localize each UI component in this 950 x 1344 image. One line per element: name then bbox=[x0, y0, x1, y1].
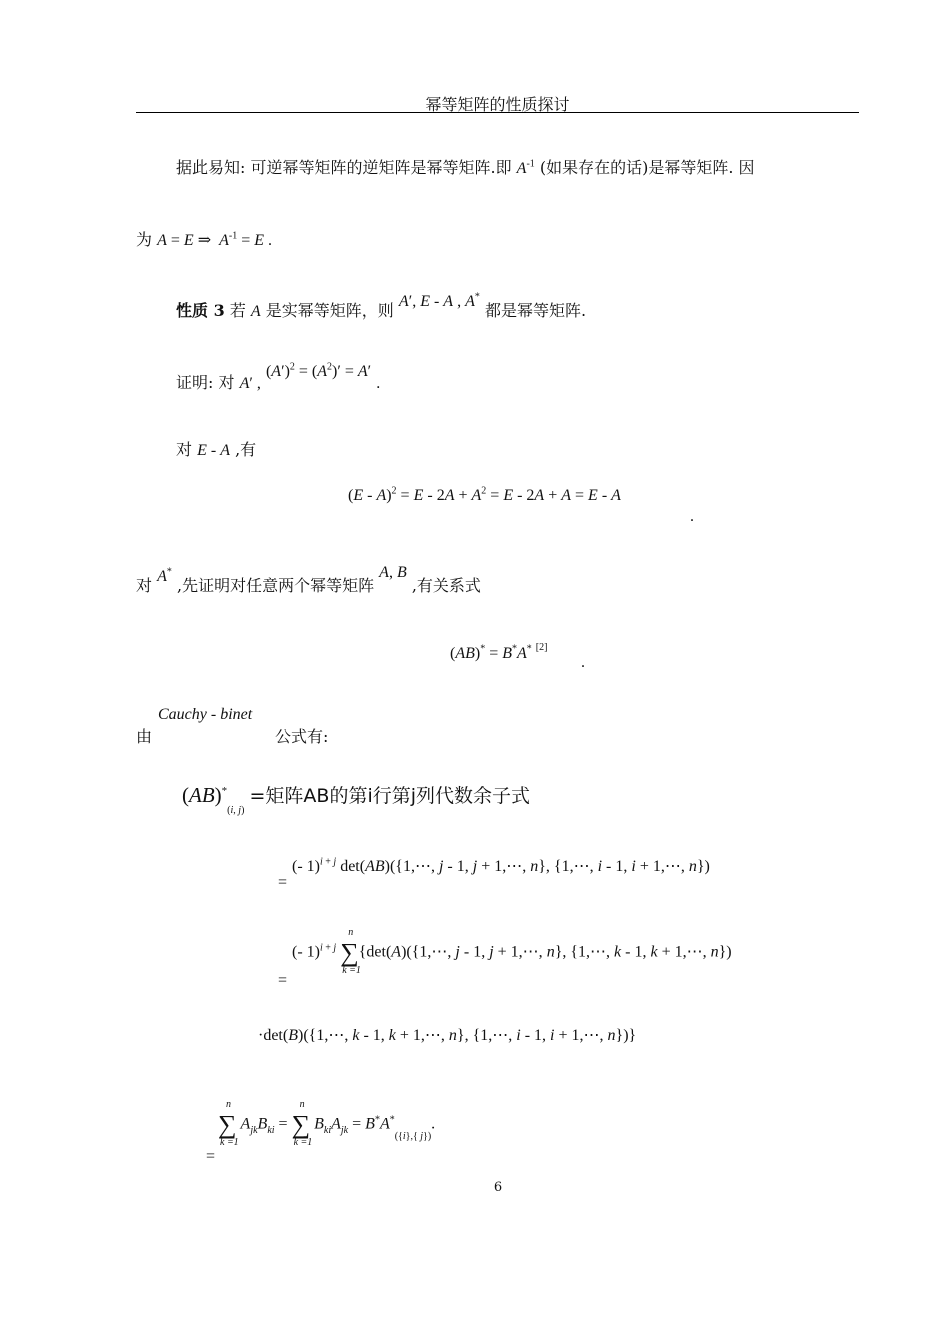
formula-a-star: A* bbox=[157, 566, 172, 585]
paragraph-1-line-1 bbox=[176, 155, 755, 178]
formula-complement-square: $(E - A)^2 = E - 2A + A^2 = E - 2A + A = E - A$ bbox=[348, 485, 621, 504]
formula-identity-implication: A = E ⇒ $A^{-1} = E$ . bbox=[157, 230, 273, 249]
summation-symbol: ∑ n k =1 bbox=[291, 1099, 313, 1148]
summation-symbol: ∑ n k =1 bbox=[218, 1099, 239, 1148]
formula-a-b: A, B bbox=[379, 564, 407, 581]
paragraph-1-text-a: 据此易知: 可逆幂等矩阵的逆矩阵是幂等矩阵.即 bbox=[176, 158, 512, 177]
formula-a-transpose: A′ , bbox=[239, 375, 261, 392]
period: . bbox=[581, 654, 585, 671]
summation-symbol: ∑ n k =1 bbox=[340, 927, 361, 976]
page-number: 6 bbox=[493, 1180, 503, 1195]
page-header-title: 幂等矩阵的性质探讨 bbox=[425, 95, 570, 114]
formula-a-inverse: $A^{-1}$ bbox=[516, 158, 535, 177]
proof-complement-line bbox=[176, 437, 256, 460]
adjoint-definition-text: =矩阵AB的第i行第j列代数余子式 bbox=[249, 785, 531, 807]
proof-for-label: 对 bbox=[176, 440, 193, 459]
formula-cauchy-binet-sum: (- 1)$^{i + j}$ ∑ n k =1 {det(A)({1,⋯, j - 1, j + 1,⋯, n}, {1,⋯, k - 1, k + 1,⋯, n}) bbox=[292, 927, 732, 976]
cauchy-binet-name: Cauchy - binet bbox=[158, 706, 253, 723]
equals-sign-2: = bbox=[278, 972, 288, 989]
period: . bbox=[376, 375, 381, 392]
adjoint-entry-definition bbox=[182, 781, 531, 817]
formula-adjoint-product: (AB)* = B*A* [2] bbox=[450, 641, 548, 662]
equals-sign-1: = bbox=[278, 874, 288, 891]
equals-sign-3: = bbox=[206, 1148, 216, 1165]
formula-a: A bbox=[250, 303, 261, 320]
formula-e-minus-a: E - A bbox=[197, 442, 230, 459]
paragraph-1-line-2 bbox=[136, 227, 272, 250]
formula-final-sum: ∑ n k =1 $A_{jk}B_{ki}$ = ∑ n k =1 $B_{ki}A_{jk} = B^*A^*_{(\{i\},\{ j\})}$. bbox=[218, 1099, 436, 1148]
formula-ab-star-ij: $(AB)^*_{(i, j)}$ bbox=[182, 783, 245, 817]
property-3-label: 性质 3 bbox=[176, 301, 225, 320]
paragraph-1-line2-prefix: 为 bbox=[136, 230, 153, 249]
formula-det-b: ·det(B)({1,⋯, k - 1, k + 1,⋯, n}, {1,⋯, i - 1, i + 1,⋯, n})} bbox=[258, 1027, 637, 1044]
property-3-statement bbox=[176, 291, 587, 321]
proof-astar-intro: 对 bbox=[136, 576, 153, 595]
proof-transpose-line bbox=[176, 361, 381, 393]
by-label: 由 bbox=[136, 727, 153, 746]
formula-cofactor-det: (- 1)$^{i + j}$ det(AB)({1,⋯, j - 1, j + 1,⋯, n}, {1,⋯, i - 1, i + 1,⋯, n}) bbox=[292, 856, 710, 875]
proof-have-label: ,有 bbox=[235, 440, 257, 459]
property-3-text-c: 都是幂等矩阵. bbox=[484, 301, 587, 320]
header-rule bbox=[136, 112, 859, 113]
formula-transpose-square: $(A')^2 = (A^2)' = A'$ bbox=[265, 361, 372, 380]
proof-astar-text: ,先证明对任意两个幂等矩阵 bbox=[176, 576, 375, 595]
formula-transpose-complement-adjoint: A′, E - A , A* bbox=[398, 291, 480, 310]
proof-label: 证明: 对 bbox=[176, 373, 235, 392]
proof-adjoint-line bbox=[136, 564, 481, 596]
formula-text: 公式有: bbox=[275, 727, 329, 746]
property-3-text-b: 是实幂等矩阵，则 bbox=[265, 301, 394, 320]
property-3-text-a: 若 bbox=[229, 301, 246, 320]
period: . bbox=[690, 508, 694, 525]
paragraph-1-text-b: (如果存在的话)是幂等矩阵. 因 bbox=[539, 158, 755, 177]
proof-relation-text: ,有关系式 bbox=[411, 576, 481, 595]
